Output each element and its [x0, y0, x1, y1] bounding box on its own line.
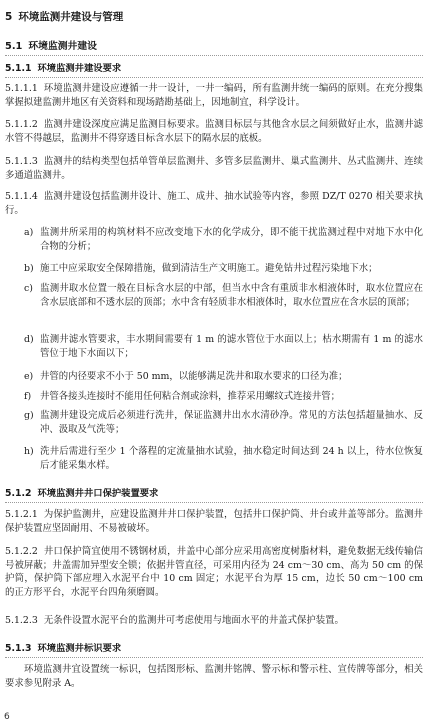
subsubsection-heading-5-1-3 [5, 642, 121, 655]
heading-divider [5, 55, 423, 56]
clause-text: 无条件设置水泥平台的监测井可考虑使用与地面水平的井盖式保护装置。 [43, 615, 344, 626]
section-number: 5 [5, 11, 13, 23]
heading-divider [5, 502, 423, 503]
subsubsection-title: 环境监测井建设要求 [37, 63, 122, 74]
list-item-d [24, 333, 423, 360]
section-title: 环境监测井建设与管理 [18, 11, 124, 23]
list-item-b [24, 262, 423, 276]
list-item-label: d) [24, 334, 34, 345]
list-item-label: f) [24, 391, 32, 402]
clause-number: 5.1.2.2 [5, 546, 38, 557]
subsection-heading-5-1 [5, 40, 97, 54]
clause-5-1-1-1 [5, 82, 423, 109]
list-item-text: 施工中应采取安全保障措施，做到清洁生产文明施工。避免钻井过程污染地下水； [40, 263, 378, 274]
clause-5-1-1-2 [5, 118, 423, 145]
list-item-label: g) [24, 410, 34, 421]
list-item-a [24, 226, 423, 253]
section-heading [5, 10, 123, 25]
clause-text: 井口保护筒宜使用不锈钢材质，井盖中心部分应采用高密度树脂材料，避免数据无线传输信号被屏蔽；井盖需加异型安全锁；依据井管直径，可采用内径为 24 cm～30 cm、高为 50 cm 的保护筒，保护筒下部应埋入水泥平台中 10 cm 固定；水泥平台为厚 15 cm，边长 50 cm～100 cm 的正方形平台，水泥平台四角须磨圆。 [5, 546, 423, 598]
list-item-label: b) [24, 263, 34, 274]
subsubsection-title: 环境监测井井口保护装置要求 [37, 488, 159, 499]
list-item-text: 监测井取水位置一般在目标含水层的中部，但当水中含有重质非水相液体时，取水位置应在含水层底部和不透水层的顶部；水中含有轻质非水相液体时，取水位置应在含水层的顶部； [40, 283, 423, 308]
clause-5-1-2-2 [5, 545, 423, 600]
heading-divider [5, 657, 423, 658]
list-item-text: 洗井后需进行至少 1 个落程的定流量抽水试验，抽水稳定时间达到 24 h 以上，待水位恢复后才能采集水样。 [40, 446, 423, 471]
clause-text: 监测井的结构类型包括单管单层监测井、多管多层监测井、巢式监测井、丛式监测井、连续多通道监测井。 [5, 156, 423, 181]
subsection-title: 环境监测井建设 [28, 41, 97, 52]
clause-5-1-1-3 [5, 155, 423, 182]
subsubsection-number: 5.1.1 [5, 63, 32, 74]
clause-number: 5.1.1.2 [5, 119, 38, 130]
subsubsection-heading-5-1-2 [5, 487, 158, 500]
clause-number: 5.1.1.1 [5, 83, 38, 94]
subsubsection-number: 5.1.2 [5, 488, 32, 499]
list-item-label: h) [24, 446, 34, 457]
subsection-number: 5.1 [5, 41, 23, 52]
list-item-text: 监测井建设完成后必须进行洗井，保证监测井出水水清砂净。常见的方法包括超量抽水、反冲、汲取及气洗等； [40, 410, 423, 435]
page-number: 6 [4, 712, 10, 722]
subsubsection-number: 5.1.3 [5, 643, 32, 654]
list-item-f [24, 390, 423, 404]
clause-number: 5.1.1.4 [5, 191, 38, 202]
clause-number: 5.1.2.1 [5, 509, 38, 520]
clause-5-1-1-4 [5, 190, 423, 217]
subsubsection-heading-5-1-1 [5, 62, 121, 75]
clause-text: 监测井建设深度应满足监测目标要求。监测目标层与其他含水层之间须做好止水，监测井滤水管不得越层，监测井不得穿透目标含水层下的隔水层的底板。 [5, 119, 423, 144]
clause-5-1-2-1 [5, 508, 423, 535]
list-item-c [24, 282, 423, 309]
paragraph-5-1-3: 环境监测井宜设置统一标识，包括图形标、监测井铭牌、警示标和警示柱、宣传牌等部分，相关要求参见附录 A。 [5, 664, 423, 689]
list-item-h [24, 445, 423, 472]
list-item-text: 井管各接头连接时不能用任何粘合剂或涂料，推荐采用螺纹式连接井管； [40, 391, 341, 402]
list-item-text: 井管的内径要求不小于 50 mm，以能够满足洗井和取水要求的口径为准； [40, 371, 348, 382]
list-item-g [24, 409, 423, 436]
list-item-label: e) [24, 371, 34, 382]
subsubsection-title: 环境监测井标识要求 [37, 643, 122, 654]
list-item-label: a) [24, 227, 34, 238]
clause-number: 5.1.2.3 [5, 615, 38, 626]
clause-text: 环境监测井建设应遵循一井一设计，一井一编码，所有监测井统一编码的原则。在充分搜集掌握拟建监测井地区有关资料和现场踏勘基础上，因地制宜，科学设计。 [5, 83, 423, 108]
list-item-e [24, 370, 423, 384]
heading-divider [5, 77, 423, 78]
list-item-label: c) [24, 283, 33, 294]
clause-text: 监测井建设包括监测井设计、施工、成井、抽水试验等内容，参照 DZ/T 0270 相关要求执行。 [5, 191, 423, 216]
clause-number: 5.1.1.3 [5, 156, 38, 167]
clause-text: 为保护监测井，应建设监测井井口保护装置，包括井口保护筒、井台或井盖等部分。监测井保护装置应坚固耐用、不易被破坏。 [5, 509, 423, 534]
list-item-text: 监测井滤水管要求，丰水期间需要有 1 m 的滤水管位于水面以上；枯水期需有 1 m 的滤水管位于地下水面以下； [40, 334, 423, 359]
list-item-text: 监测井所采用的构筑材料不应改变地下水的化学成分，即不能干扰监测过程中对地下水中化合物的分析； [40, 227, 423, 252]
clause-5-1-2-3 [5, 614, 423, 628]
